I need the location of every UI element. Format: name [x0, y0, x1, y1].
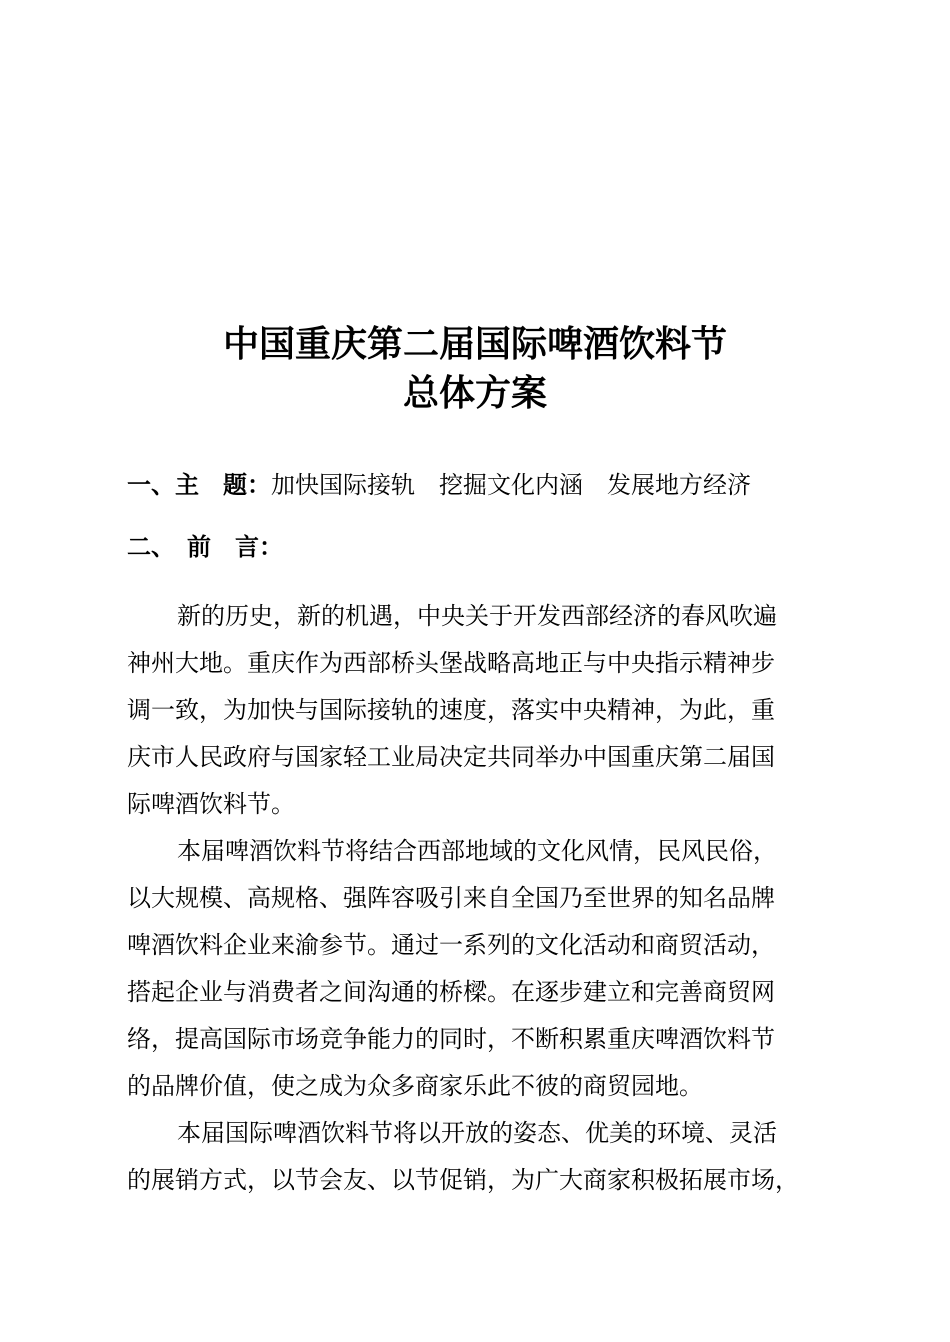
paragraph-line: 庆市人民政府与国家轻工业局决定共同举办中国重庆第二届国	[127, 743, 775, 771]
theme-label: 一、主 题：	[127, 471, 271, 499]
paragraph-line: 际啤酒饮料节。	[127, 790, 295, 818]
paragraph-line: 新的历史，新的机遇，中央关于开发西部经济的春风吹遍	[177, 602, 777, 630]
paragraph-line: 络，提高国际市场竞争能力的同时，不断积累重庆啤酒饮料节	[127, 1025, 775, 1053]
paragraph-line: 调一致，为加快与国际接轨的速度，落实中央精神，为此，重	[127, 696, 775, 724]
paragraph-line: 以大规模、高规格、强阵容吸引来自全国乃至世界的知名品牌	[127, 884, 775, 912]
paragraph-line: 搭起企业与消费者之间沟通的桥樑。在逐步建立和完善商贸网	[127, 978, 775, 1006]
paragraph-line: 本届国际啤酒饮料节将以开放的姿态、优美的环境、灵活	[177, 1119, 777, 1147]
paragraph-line: 本届啤酒饮料节将结合西部地域的文化风情，民风民俗，	[177, 837, 777, 865]
document-subtitle: 总体方案	[402, 373, 547, 414]
preface-section	[127, 531, 283, 563]
theme-section	[127, 469, 751, 501]
theme-value: 加快国际接轨 挖掘文化内涵 发展地方经济	[271, 471, 751, 499]
preface-label: 二、 前 言：	[127, 533, 283, 561]
document-title: 中国重庆第二届国际啤酒饮料节	[222, 324, 727, 365]
paragraph-line: 的展销方式，以节会友、以节促销，为广大商家积极拓展市场，	[127, 1166, 799, 1194]
paragraph-line: 神州大地。重庆作为西部桥头堡战略高地正与中央指示精神步	[127, 649, 775, 677]
paragraph-line: 的品牌价值，使之成为众多商家乐此不彼的商贸园地。	[127, 1072, 703, 1100]
paragraph-line: 啤酒饮料企业来渝参节。通过一系列的文化活动和商贸活动，	[127, 931, 775, 959]
